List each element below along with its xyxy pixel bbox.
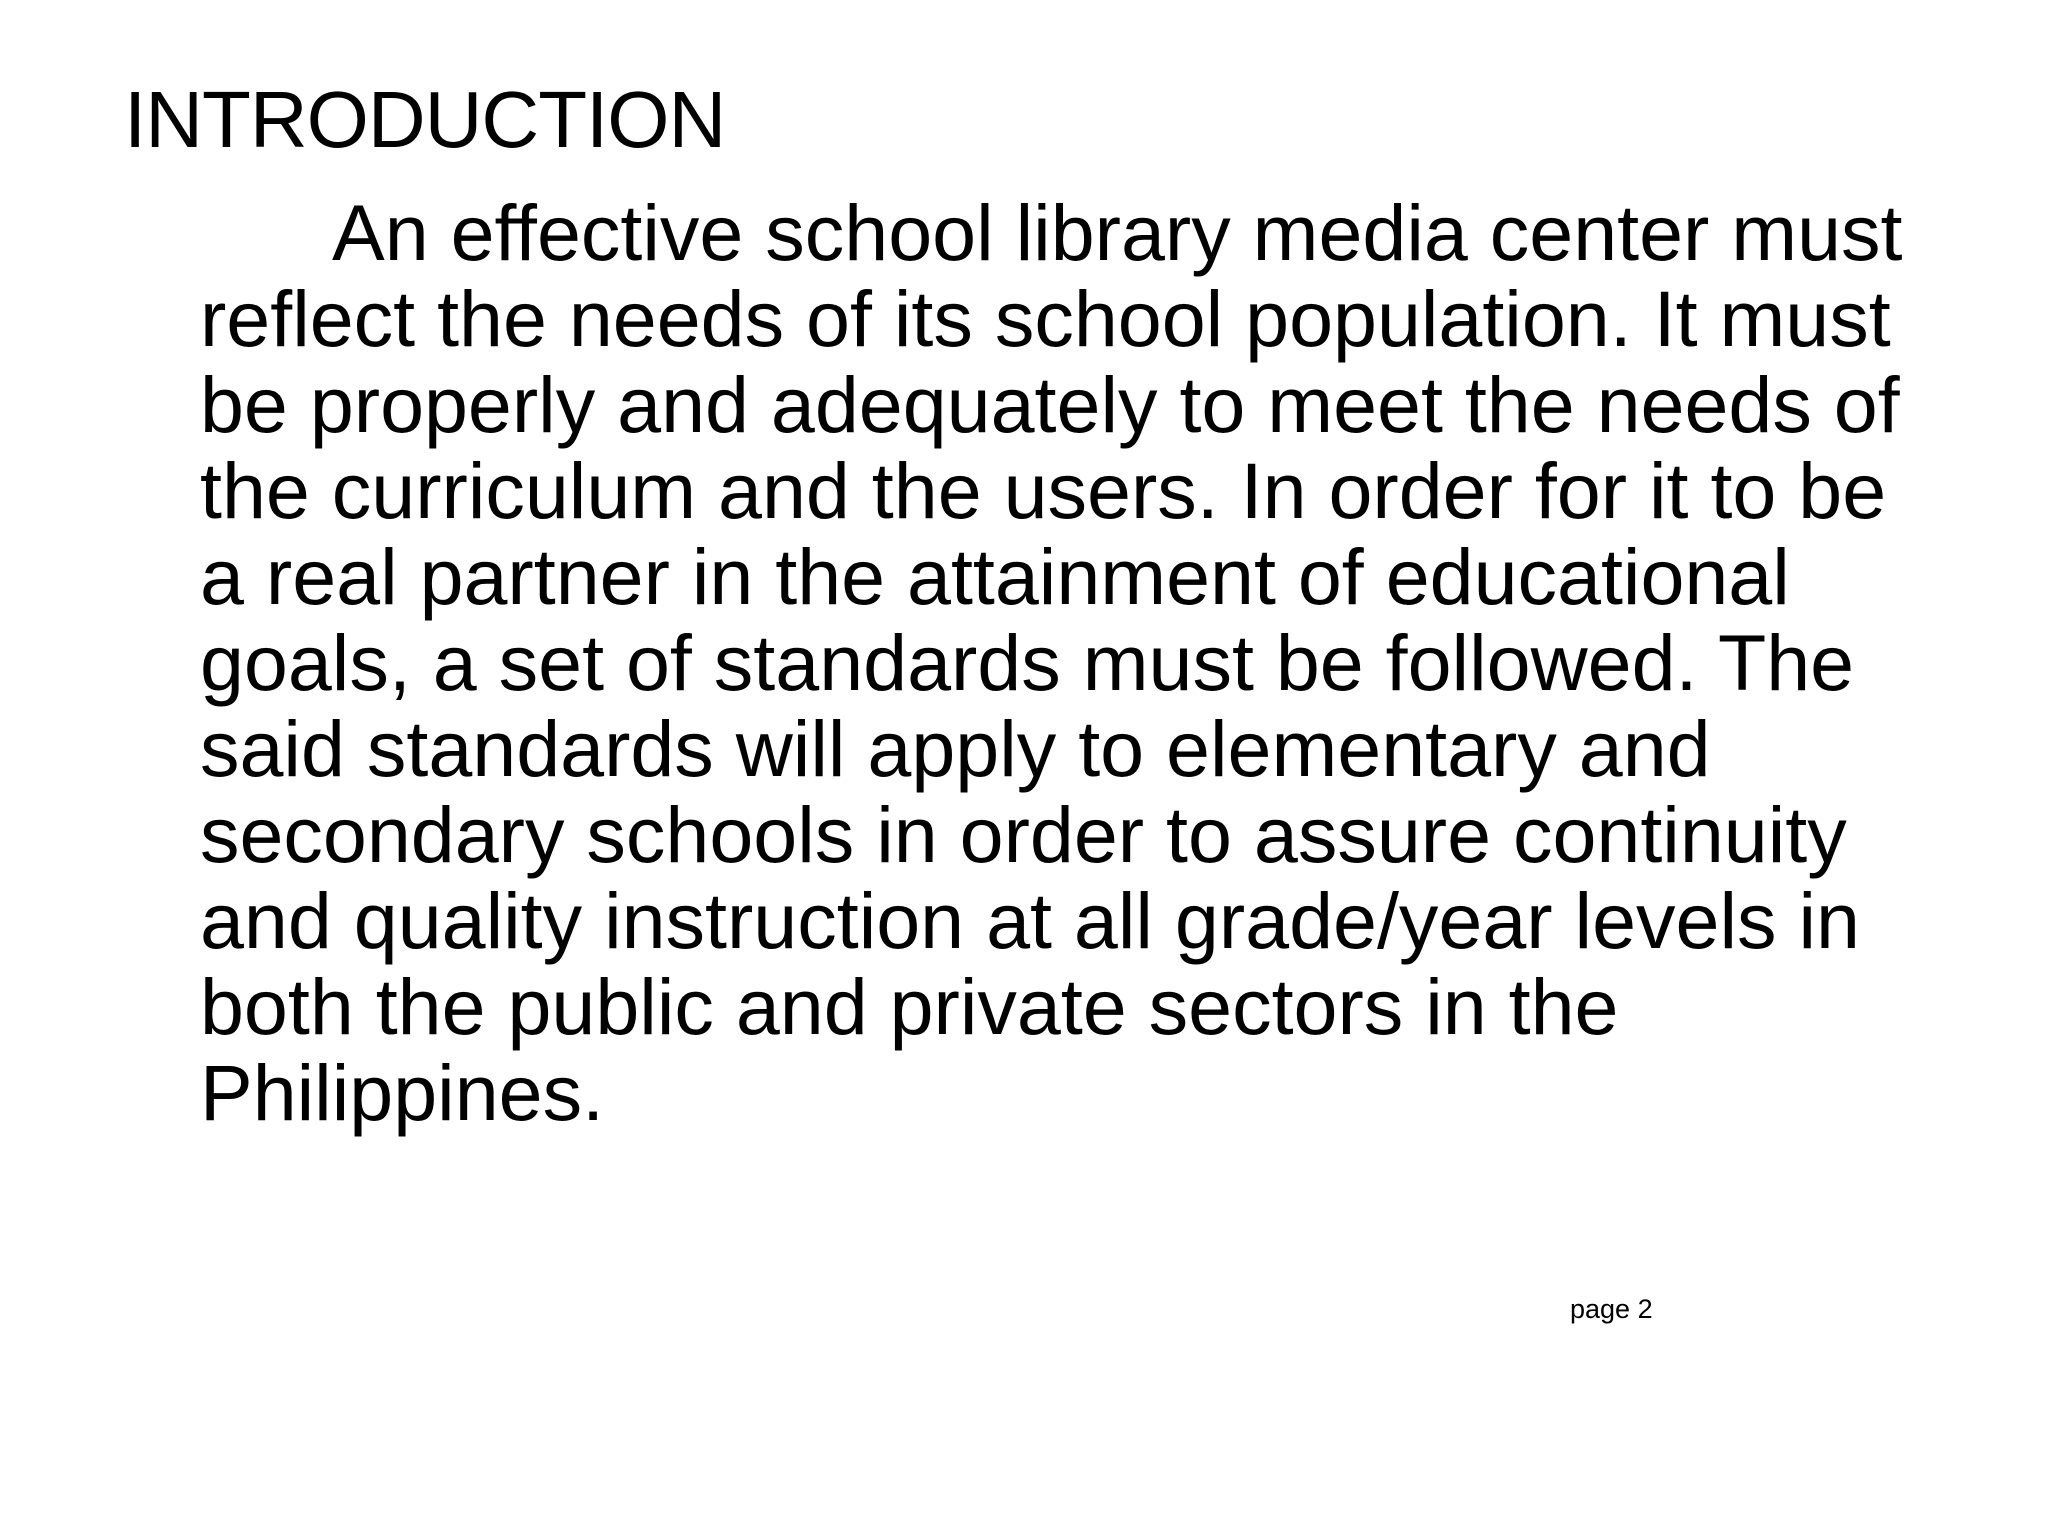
- paragraph-line: said standards will apply to elementary and: [200, 704, 1711, 793]
- paragraph-line: secondary schools in order to assure continuity: [200, 790, 1847, 879]
- page-number: page 2: [1570, 1294, 1653, 1324]
- section-heading: INTRODUCTION: [124, 75, 726, 164]
- paragraph-line: a real partner in the attainment of educational: [200, 532, 1790, 621]
- paragraph-line: the curriculum and the users. In order for it to be: [200, 446, 1887, 535]
- paragraph-line: and quality instruction at all grade/year levels in: [200, 876, 1860, 965]
- paragraph-line: goals, a set of standards must be followed. The: [200, 618, 1855, 707]
- paragraph-line: Philippines.: [200, 1048, 605, 1137]
- introduction-paragraph: [200, 190, 1960, 1136]
- paragraph-line: An effective school library media center must: [332, 188, 1903, 277]
- paragraph-line: both the public and private sectors in the: [200, 962, 1619, 1051]
- paragraph-line: be properly and adequately to meet the needs of: [200, 360, 1900, 449]
- paragraph-line: reflect the needs of its school population. It must: [200, 274, 1891, 363]
